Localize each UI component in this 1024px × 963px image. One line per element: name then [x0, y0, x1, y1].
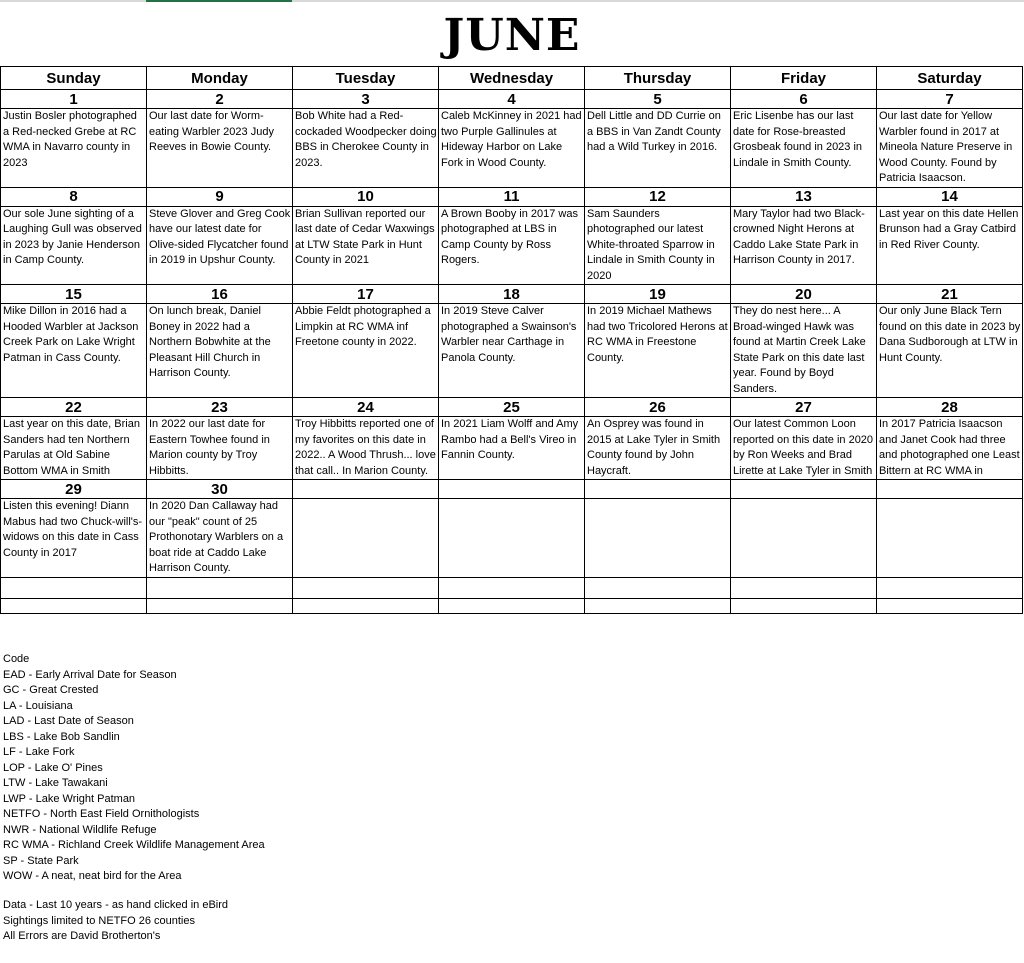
- day-number[interactable]: 19: [585, 285, 731, 304]
- footer-notes: [3, 898, 228, 945]
- legend-item: GC - Great Crested: [3, 684, 99, 696]
- day-note-cell[interactable]: Caleb McKinney in 2021 had two Purple Gallinules at Hideway Harbor on Lake Fork in Wood County.: [439, 109, 585, 188]
- week-4-note-row: [1, 417, 1023, 480]
- day-number[interactable]: 30: [147, 480, 293, 499]
- day-number[interactable]: 2: [147, 90, 293, 109]
- day-number[interactable]: 5: [585, 90, 731, 109]
- legend-item: LTW - Lake Tawakani: [3, 777, 108, 789]
- day-note-cell[interactable]: In 2021 Liam Wolff and Amy Rambo had a Bell's Vireo in Fannin County.: [439, 417, 585, 480]
- day-number[interactable]: [439, 480, 585, 499]
- legend-item: RC WMA - Richland Creek Wildlife Management Area: [3, 839, 265, 851]
- day-number[interactable]: 7: [877, 90, 1023, 109]
- day-number[interactable]: 9: [147, 187, 293, 206]
- week-1-date-row: [1, 90, 1023, 109]
- weekday-header[interactable]: Monday: [147, 67, 293, 90]
- day-number[interactable]: [731, 480, 877, 499]
- empty-cell[interactable]: [731, 598, 877, 613]
- empty-cell[interactable]: [147, 598, 293, 613]
- day-note-cell[interactable]: A Brown Booby in 2017 was photographed at LBS in Camp County by Ross Rogers.: [439, 206, 585, 285]
- page-title: JUNE: [443, 10, 581, 61]
- legend-item: LOP - Lake O' Pines: [3, 761, 103, 774]
- empty-cell[interactable]: [439, 598, 585, 613]
- day-note-cell[interactable]: In 2019 Michael Mathews had two Tricolored Herons at RC WMA in Freestone County.: [585, 304, 731, 398]
- day-number[interactable]: 29: [1, 480, 147, 499]
- day-note-cell[interactable]: [585, 499, 731, 578]
- day-note-cell[interactable]: They do nest here... A Broad-winged Hawk was found at Martin Creek Lake State Park on this date last year. Found by Boyd Sanders.: [731, 304, 877, 398]
- empty-cell[interactable]: [1, 598, 147, 613]
- day-number[interactable]: 20: [731, 285, 877, 304]
- day-note-cell[interactable]: Mary Taylor had two Black-crowned Night Herons at Caddo Lake State Park in Harrison County in 2017.: [731, 206, 877, 285]
- day-note-cell[interactable]: Bob White had a Red-cockaded Woodpecker doing BBS in Cherokee County in 2023.: [293, 109, 439, 188]
- week-3-note-row: [1, 304, 1023, 398]
- week-5-date-row: [1, 480, 1023, 499]
- day-number[interactable]: 6: [731, 90, 877, 109]
- empty-cell[interactable]: [585, 598, 731, 613]
- empty-cell[interactable]: [585, 577, 731, 598]
- day-note-cell[interactable]: In 2019 Steve Calver photographed a Swainson's Warbler near Carthage in Panola County.: [439, 304, 585, 398]
- legend-item: LF - Lake Fork: [3, 746, 75, 758]
- legend-item: LBS - Lake Bob Sandlin: [3, 730, 120, 743]
- footer-note: Sightings limited to NETFO 26 counties: [3, 914, 195, 927]
- week-2-note-row: [1, 206, 1023, 285]
- empty-cell[interactable]: [439, 577, 585, 598]
- day-number[interactable]: 25: [439, 398, 585, 417]
- day-note-cell[interactable]: In 2022 our last date for Eastern Towhee found in Marion county by Troy Hibbitts.: [147, 417, 293, 480]
- legend-heading: Code: [3, 653, 30, 665]
- day-note-cell[interactable]: Steve Glover and Greg Cook have our latest date for Olive-sided Flycatcher found in 2019 in Upshur County.: [147, 206, 293, 285]
- week-4-date-row: [1, 398, 1023, 417]
- day-note-cell[interactable]: [731, 499, 877, 578]
- day-note-cell[interactable]: Our sole June sighting of a Laughing Gull was observed in 2023 by Janie Henderson in Camp County.: [1, 206, 147, 285]
- weekday-header[interactable]: Sunday: [1, 67, 147, 90]
- day-number[interactable]: 24: [293, 398, 439, 417]
- abbreviation-legend: [3, 652, 265, 885]
- day-number[interactable]: 18: [439, 285, 585, 304]
- legend-item: WOW - A neat, neat bird for the Area: [3, 870, 182, 882]
- day-note-cell[interactable]: On lunch break, Daniel Boney in 2022 had a Northern Bobwhite at the Pleasant Hill Church in Harrison County.: [147, 304, 293, 398]
- empty-cell[interactable]: [1, 577, 147, 598]
- weekday-header[interactable]: Friday: [731, 67, 877, 90]
- week-2-date-row: [1, 187, 1023, 206]
- day-number[interactable]: 15: [1, 285, 147, 304]
- day-note-cell[interactable]: Our last date for Worm-eating Warbler 2023 Judy Reeves in Bowie County.: [147, 109, 293, 188]
- empty-cell[interactable]: [293, 577, 439, 598]
- empty-cell[interactable]: [293, 598, 439, 613]
- day-number[interactable]: 21: [877, 285, 1023, 304]
- day-number[interactable]: 13: [731, 187, 877, 206]
- legend-item: SP - State Park: [3, 854, 79, 867]
- empty-cell[interactable]: [877, 598, 1023, 613]
- day-number[interactable]: 22: [1, 398, 147, 417]
- day-note-cell[interactable]: Last year on this date, Brian Sanders had ten Northern Parulas at Old Sabine Bottom WMA in Smith: [1, 417, 147, 480]
- day-note-cell[interactable]: Listen this evening! Diann Mabus had two Chuck-will's-widows on this date in Cass County in 2017: [1, 499, 147, 578]
- day-note-cell[interactable]: Troy Hibbitts reported one of my favorites on this date in 2022.. A Wood Thrush... love that call.. In Marion County.: [293, 417, 439, 480]
- day-note-cell[interactable]: Mike Dillon in 2016 had a Hooded Warbler at Jackson Creek Park on Lake Wright Patman in Cass County.: [1, 304, 147, 398]
- legend-item: LWP - Lake Wright Patman: [3, 792, 136, 805]
- day-note-cell[interactable]: Our last date for Yellow Warbler found in 2017 at Mineola Nature Preserve in Wood County. Found by Patricia Isaacson.: [877, 109, 1023, 188]
- weekday-header[interactable]: Wednesday: [439, 67, 585, 90]
- day-number[interactable]: 28: [877, 398, 1023, 417]
- day-number[interactable]: 14: [877, 187, 1023, 206]
- selected-column-indicator: [146, 0, 292, 2]
- legend-item: EAD - Early Arrival Date for Season: [3, 668, 177, 681]
- weekday-header[interactable]: Thursday: [585, 67, 731, 90]
- legend-item: LAD - Last Date of Season: [3, 715, 134, 727]
- day-number[interactable]: [293, 480, 439, 499]
- week-5-note-row: [1, 499, 1023, 578]
- legend-item: NETFO - North East Field Ornithologists: [3, 808, 200, 820]
- day-note-cell[interactable]: Abbie Feldt photographed a Limpkin at RC WMA inf Freetone county in 2022.: [293, 304, 439, 398]
- day-note-cell[interactable]: In 2020 Dan Callaway had our "peak" count of 25 Prothonotary Warblers on a boat ride at Caddo Lake Harrison County.: [147, 499, 293, 578]
- day-note-cell[interactable]: [439, 499, 585, 578]
- day-number[interactable]: 10: [293, 187, 439, 206]
- day-note-cell[interactable]: Justin Bosler photographed a Red-necked Grebe at RC WMA in Navarro county in 2023: [1, 109, 147, 188]
- day-note-cell[interactable]: Dell Little and DD Currie on a BBS in Van Zandt County had a Wild Turkey in 2016.: [585, 109, 731, 188]
- day-number[interactable]: 8: [1, 187, 147, 206]
- weekday-header[interactable]: Tuesday: [293, 67, 439, 90]
- day-number[interactable]: 3: [293, 90, 439, 109]
- day-note-cell[interactable]: Eric Lisenbe has our last date for Rose-breasted Grosbeak found in 2023 in Lindale in Smith County.: [731, 109, 877, 188]
- weekday-header-row: [1, 67, 1023, 90]
- empty-row: [1, 577, 1023, 598]
- footer-note: Data - Last 10 years - as hand clicked in eBird: [3, 899, 229, 911]
- day-number[interactable]: 12: [585, 187, 731, 206]
- day-note-cell[interactable]: Sam Saunders photographed our latest White-throated Sparrow in Lindale in Smith County in 2020: [585, 206, 731, 285]
- day-number[interactable]: 26: [585, 398, 731, 417]
- week-3-date-row: [1, 285, 1023, 304]
- day-note-cell[interactable]: Last year on this date Hellen Brunson had a Gray Catbird in Red River County.: [877, 206, 1023, 285]
- calendar-grid: [0, 66, 1023, 614]
- day-note-cell[interactable]: An Osprey was found in 2015 at Lake Tyler in Smith County found by John Haycraft.: [585, 417, 731, 480]
- empty-cell[interactable]: [731, 577, 877, 598]
- footer-note: All Errors are David Brotherton's: [3, 930, 161, 942]
- empty-row: [1, 598, 1023, 613]
- empty-cell[interactable]: [877, 577, 1023, 598]
- day-note-cell[interactable]: [293, 499, 439, 578]
- weekday-header[interactable]: Saturday: [877, 67, 1023, 90]
- day-note-cell[interactable]: Our only June Black Tern found on this date in 2023 by Dana Sudborough at LTW in Hunt County.: [877, 304, 1023, 398]
- day-number[interactable]: [877, 480, 1023, 499]
- day-note-cell[interactable]: [877, 499, 1023, 578]
- day-number[interactable]: 1: [1, 90, 147, 109]
- day-number[interactable]: 11: [439, 187, 585, 206]
- legend-item: LA - Louisiana: [3, 699, 73, 712]
- day-number[interactable]: 16: [147, 285, 293, 304]
- day-number[interactable]: 23: [147, 398, 293, 417]
- day-number[interactable]: 27: [731, 398, 877, 417]
- week-1-note-row: [1, 109, 1023, 188]
- empty-cell[interactable]: [147, 577, 293, 598]
- day-note-cell[interactable]: In 2017 Patricia Isaacson and Janet Cook had three and photographed one Least Bittern at RC WMA in: [877, 417, 1023, 480]
- day-number[interactable]: [585, 480, 731, 499]
- day-number[interactable]: 17: [293, 285, 439, 304]
- day-note-cell[interactable]: Brian Sullivan reported our last date of Cedar Waxwings at LTW State Park in Hunt County in 2021: [293, 206, 439, 285]
- day-note-cell[interactable]: Our latest Common Loon reported on this date in 2020 by Ron Weeks and Brad Lirette at Lake Tyler in Smith: [731, 417, 877, 480]
- spreadsheet-top-border: [0, 0, 1024, 2]
- day-number[interactable]: 4: [439, 90, 585, 109]
- legend-item: NWR - National Wildlife Refuge: [3, 823, 157, 836]
